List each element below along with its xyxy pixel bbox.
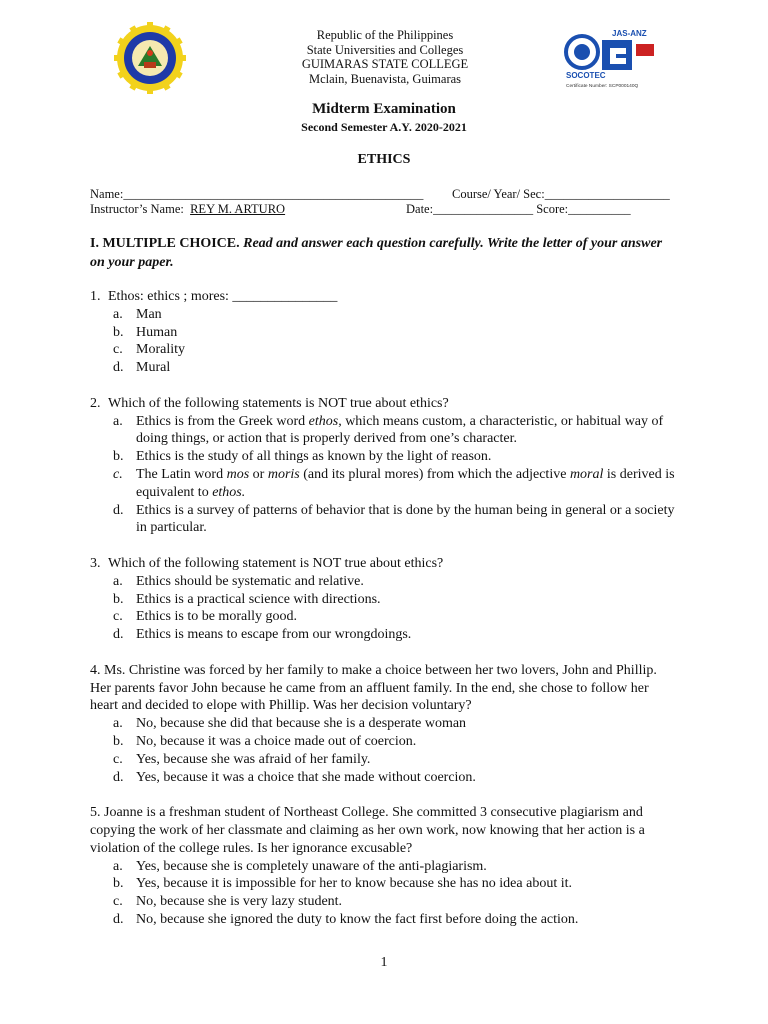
option — [90, 751, 680, 769]
option — [90, 911, 680, 929]
date-blank[interactable]: ________________ — [433, 202, 534, 216]
option-letter: c. — [113, 342, 123, 358]
question-stem — [90, 662, 680, 715]
option — [90, 341, 680, 359]
course-field[interactable] — [452, 187, 670, 202]
option-text: No, because she ignored the duty to know the fact first before doing the action. — [136, 911, 579, 927]
question-number: 1. — [90, 289, 101, 304]
header-line-college: GUIMARAS STATE COLLEGE — [301, 57, 469, 72]
course-blank[interactable]: ____________________ — [544, 187, 670, 201]
option — [90, 413, 680, 449]
option-letter: c. — [113, 466, 123, 482]
option-text: Yes, because she was afraid of her family. — [136, 751, 371, 767]
option — [90, 306, 680, 324]
option-text: No, because she did that because she is a desperate woman — [136, 716, 467, 732]
page-number: 1 — [380, 955, 388, 970]
question-3 — [90, 555, 680, 644]
option-letter: a. — [113, 716, 123, 732]
option-letter: c. — [113, 609, 123, 625]
option-text: (and its plural mores) from which the adjective — [299, 466, 570, 482]
instructor-field — [90, 202, 285, 217]
question-number: 5. — [90, 805, 101, 821]
option-text: The Latin word — [136, 466, 227, 482]
option-letter: b. — [113, 449, 124, 465]
option — [90, 733, 680, 751]
option-text: Ethics is a practical science with directions. — [136, 591, 381, 607]
option-text-em: ethos. — [212, 484, 246, 500]
option-letter: a. — [113, 306, 123, 322]
option — [90, 608, 680, 626]
question-2 — [90, 395, 680, 537]
section-instructions: Read and answer each question carefully. Write the letter of your answer on your paper. — [90, 236, 663, 270]
option-letter: a. — [113, 858, 123, 874]
option-letter: b. — [113, 876, 124, 892]
option-text: Ethics is from the Greek word — [136, 413, 309, 429]
score-blank[interactable]: __________ — [568, 202, 631, 216]
option-text: or — [249, 466, 268, 482]
option — [90, 626, 680, 644]
name-label: Name: — [90, 187, 124, 201]
question-number: 4. — [90, 662, 101, 678]
option-text: Morality — [136, 342, 185, 358]
option-text: is derived is equivalent to — [136, 466, 675, 500]
option — [90, 466, 680, 502]
question-4 — [90, 662, 680, 787]
question-stem — [90, 288, 680, 306]
option-letter: d. — [113, 502, 124, 518]
instructor-name: REY M. ARTURO — [190, 202, 286, 216]
date-field[interactable] — [406, 202, 631, 217]
option-text: , which means custom, a characteristic, or habitual way of doing things, or action that is properly derived from one’s character. — [136, 413, 664, 447]
socotec-label: SOCOTEC — [566, 71, 606, 80]
option-letter: d. — [113, 911, 124, 927]
question-text: Joanne is a freshman student of Northeast College. She committed 3 consecutive plagiarism and copying the work of her classmate and claiming as her own work, now knowing that her action is a violation of the college rules. Is her ignorance excusable? — [90, 805, 645, 856]
question-text: Which of the following statements is NOT true about ethics? — [108, 395, 449, 411]
question-stem — [90, 804, 680, 857]
header-line-suc: State Universities and Colleges — [306, 42, 464, 57]
option-letter: d. — [113, 360, 124, 376]
option — [90, 502, 680, 538]
question-number: 3. — [90, 555, 101, 571]
question-1 — [90, 288, 680, 377]
name-field[interactable] — [90, 187, 423, 202]
exam-subtitle: Second Semester A.Y. 2020-2021 — [301, 120, 467, 134]
option — [90, 715, 680, 733]
option-text-em: moral — [569, 466, 604, 482]
instructor-label: Instructor’s Name: — [90, 202, 184, 216]
question-number: 2. — [90, 395, 101, 411]
option-text: Ethics is the study of all things as known by the light of reason. — [136, 449, 492, 465]
certification-logo — [560, 28, 660, 90]
option — [90, 359, 680, 377]
certificate-number: Certificate Number: SCP000140Q — [566, 84, 639, 89]
option-text: Ethics is to be morally good. — [136, 609, 297, 625]
option-text: Human — [136, 324, 178, 340]
option-letter: c. — [113, 751, 123, 767]
header-line-republic: Republic of the Philippines — [316, 28, 454, 42]
option-text: Yes, because it was a choice that she made without coercion. — [136, 769, 476, 785]
option — [90, 573, 680, 591]
exam-title: Midterm Examination — [312, 101, 456, 117]
option-text-em: mos — [226, 466, 250, 482]
question-text: Ms. Christine was forced by her family to make a choice between her two lovers, John and Phillip. Her parents favor John because he came from an affluent family. In the end, she chose to follow her heart and decided to elope with Phillip. Was her decision voluntary? — [90, 662, 657, 714]
option-letter: b. — [113, 324, 124, 340]
header-line-address: Mclain, Buenavista, Guimaras — [308, 71, 462, 86]
institution-header — [230, 28, 540, 86]
option-letter: b. — [113, 733, 124, 749]
score-label: Score: — [536, 202, 569, 216]
option-letter: c. — [113, 894, 123, 910]
option-text-em: moris — [267, 466, 300, 482]
option — [90, 591, 680, 609]
question-5 — [90, 804, 680, 929]
question-stem — [90, 395, 680, 413]
course-label: Course/ Year/ Sec: — [452, 187, 545, 201]
question-list — [90, 288, 680, 946]
option-letter: a. — [113, 573, 123, 589]
option-letter: b. — [113, 591, 124, 607]
question-text: Ethos: ethics ; mores: _______________ — [108, 289, 338, 304]
option-text: Ethics is means to escape from our wrongdoings. — [136, 627, 412, 643]
option-text-em: ethos — [308, 413, 339, 429]
option-text: Mural — [136, 360, 171, 376]
option-text: Yes, because it is impossible for her to know because she has no idea about it. — [136, 876, 572, 892]
option-text: Ethics should be systematic and relative. — [136, 573, 364, 589]
option-text: Man — [136, 306, 162, 322]
option — [90, 448, 680, 466]
option-text: Yes, because she is completely unaware of the anti-plagiarism. — [136, 858, 487, 874]
option-text: Ethics is a survey of patterns of behavior that is done by the human being in general or a society in particular. — [136, 502, 675, 536]
section-heading: I. MULTIPLE CHOICE. — [90, 236, 240, 251]
option — [90, 893, 680, 911]
name-blank[interactable]: ________________________________________________ — [123, 187, 424, 201]
option-letter: a. — [113, 413, 123, 429]
option-letter: d. — [113, 627, 124, 643]
jas-anz-label: JAS-ANZ — [612, 29, 647, 38]
subject-title: ETHICS — [357, 152, 411, 167]
option-text: No, because it was a choice made out of coercion. — [136, 733, 417, 749]
question-stem — [90, 555, 680, 573]
option-text: No, because she is very lazy student. — [136, 894, 343, 910]
option — [90, 324, 680, 342]
option — [90, 769, 680, 787]
option — [90, 858, 680, 876]
option-letter: d. — [113, 769, 124, 785]
section-multiple-choice — [90, 234, 680, 272]
date-label: Date: — [406, 202, 434, 216]
question-text: Which of the following statement is NOT true about ethics? — [108, 555, 444, 571]
college-seal-logo — [114, 22, 186, 94]
option — [90, 875, 680, 893]
